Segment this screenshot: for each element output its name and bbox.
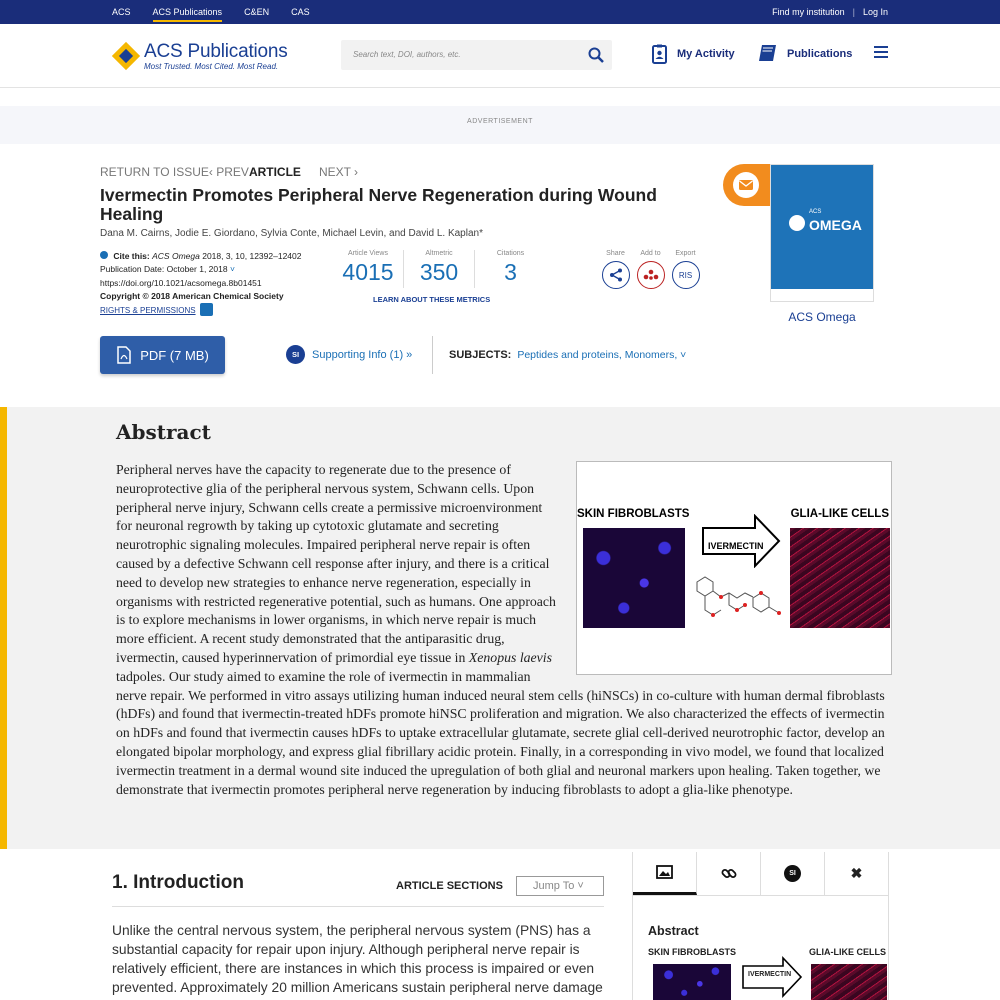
image-icon: [656, 865, 673, 879]
tab-supporting-info[interactable]: [761, 852, 825, 895]
abstract-accent-bar: [0, 407, 7, 849]
metric-citations[interactable]: Citations 3: [496, 250, 525, 285]
top-right-links: [772, 0, 888, 24]
toc-graphic[interactable]: [576, 461, 892, 675]
fibroblast-micrograph: [583, 528, 685, 628]
acs-logo[interactable]: [112, 41, 288, 71]
cover-small-text: ACS: [809, 209, 822, 215]
nav-link-cen[interactable]: C&EN: [244, 7, 270, 17]
doi-link[interactable]: https://doi.org/10.1021/acsomega.8b01451: [100, 277, 262, 288]
cite-line: [100, 250, 301, 263]
toc-right-label: GLIA-LIKE CELLS: [790, 508, 889, 520]
export-action[interactable]: Export RIS: [668, 250, 703, 289]
omega-logo-icon: [789, 215, 805, 231]
supporting-info-link[interactable]: [286, 345, 412, 364]
pdf-label: PDF (7 MB): [140, 347, 209, 363]
publication-date[interactable]: Publication Date: October 1, 2018 ˅: [100, 264, 235, 275]
share-icon[interactable]: [602, 261, 630, 289]
copyright: Copyright © 2018 American Chemical Society: [100, 290, 284, 301]
si-icon: SI: [784, 865, 801, 882]
learn-metrics-link[interactable]: LEARN ABOUT THESE METRICS: [373, 295, 491, 304]
si-badge-icon: SI: [286, 345, 305, 364]
panel-left-label: SKIN FIBROBLASTS: [648, 947, 737, 957]
publications-label: Publications: [787, 47, 853, 60]
supporting-info-label: Supporting Info (1) »: [312, 348, 413, 361]
article-title: Ivermectin Promotes Peripheral Nerve Regeneration during Wound Healing: [100, 185, 657, 224]
author-list[interactable]: Dana M. Cairns, Jodie E. Giordano, Sylvia Conte, Michael Levin, and David L. Kaplan*: [100, 228, 483, 239]
license-icon[interactable]: [200, 303, 213, 316]
divider: [432, 336, 433, 374]
email-alert-button[interactable]: [723, 164, 773, 206]
divider: |: [852, 7, 855, 17]
toc-left-label: SKIN FIBROBLASTS: [577, 508, 690, 520]
tab-figures[interactable]: [633, 852, 697, 895]
current-article-label: ARTICLE: [248, 165, 301, 179]
mendeley-icon[interactable]: [637, 261, 665, 289]
cover-footer-strip: [771, 289, 873, 301]
top-navigation-bar: [0, 0, 1000, 24]
my-activity-label: My Activity: [677, 48, 735, 60]
glia-micrograph: [790, 528, 890, 628]
ris-export-button[interactable]: RIS: [672, 261, 700, 289]
article-sections-label: ARTICLE SECTIONS: [396, 880, 503, 892]
next-article-link[interactable]: NEXT ›: [318, 165, 359, 179]
my-activity-button[interactable]: [652, 44, 735, 64]
divider: [112, 906, 604, 907]
search-input[interactable]: [341, 40, 612, 70]
toc-arrow-label: IVERMECTIN: [708, 541, 764, 551]
introduction-heading: 1. Introduction: [112, 872, 244, 893]
journal-cover-image[interactable]: [770, 164, 874, 302]
book-icon: [758, 44, 777, 63]
nav-link-cas[interactable]: CAS: [291, 7, 310, 17]
metric-article-views: Article Views 4015: [333, 250, 404, 288]
abstract-heading: Abstract: [116, 420, 211, 444]
return-to-issue-link[interactable]: RETURN TO ISSUE: [100, 165, 209, 179]
panel-arrow-label: IVERMECTIN: [748, 971, 792, 978]
close-icon: ✖: [850, 865, 863, 881]
cite-label: Cite this:: [113, 251, 150, 261]
publications-button[interactable]: [758, 44, 852, 63]
pdf-file-icon: [116, 346, 132, 364]
cite-detail: 2018, 3, 10, 12392–12402: [202, 251, 302, 261]
login-link[interactable]: Log In: [862, 7, 888, 17]
subjects-values[interactable]: Peptides and proteins, Monomers, ˅: [517, 349, 687, 361]
article-metrics: [333, 250, 546, 288]
info-icon: [100, 251, 108, 259]
menu-icon[interactable]: [874, 46, 888, 61]
search-icon[interactable]: [588, 47, 604, 63]
metric-altmetric[interactable]: Altmetric 350: [404, 250, 475, 288]
site-header: [0, 24, 1000, 88]
panel-glia-image[interactable]: [811, 964, 887, 1000]
clipboard-user-icon: [652, 44, 667, 64]
abstract-text: SKIN FIBROBLASTS GLIA-LIKE CELLS IVERMECTIN Peripheral nerves have the capacity to regenerate due to the presence of neuroprotective glia of the peripheral nervous system, Schwann cells. Upon peripheral nerve injury, Schwann cells create a permissive microenvironment for neuronal regrowth by taking up cytotoxic glutamate and secreting neurotrophic signaling molecules. Impaired peripheral nerve repair is often caused by a defective Schwann cell response after injury, and there is a critical need to develop new strategies to enhance nerve regeneration, especially in organisms with restricted regenerative potential, such as humans. One approach is to explore mechanisms in lower organisms, in which nerve repair is much more efficient. A recent study demonstrated that the antiparasitic drug, ivermectin, caused hyperinnervation of primordial eye tissue in Xenopus laevis tadpoles. Our study aimed to examine the role of ivermectin in mammalian nerve repair. We performed in vitro assays utilizing human induced neural stem cells (hiNSCs) in co-culture with human dermal fibroblasts (hDFs) and found that ivermectin-treated hDFs promote hiNSC proliferation and migration. We also characterized the effects of ivermectin on hDFs and found that ivermectin causes hDFs to uptake extracellular glutamate, secrete glial cell-derived neurotrophic factor, develop an elongated bipolar morphology, and express glial fibrillary acidic protein. Finally, in a corresponding in vivo model, we found that localized ivermectin treatment in a dermal wound site induced the upregulation of both glial and neuronal markers upon healing. Taken together, we demonstrate that ivermectin promotes peripheral nerve regeneration by inducing fibroblasts to adopt a glia-like phenotype.: [116, 461, 896, 799]
link-icon: [721, 866, 737, 882]
article-actions: [598, 250, 703, 289]
abstract-section: [0, 407, 1000, 849]
search-placeholder: Search text, DOI, authors, etc.: [353, 50, 461, 59]
tab-references[interactable]: [697, 852, 761, 895]
ad-label: ADVERTISEMENT: [467, 118, 533, 125]
envelope-icon: [733, 172, 759, 198]
rights-permissions-link[interactable]: RIGHTS & PERMISSIONS: [100, 306, 196, 316]
share-action[interactable]: Share: [598, 250, 633, 289]
add-to-action[interactable]: Add to: [633, 250, 668, 289]
tab-close[interactable]: [825, 852, 888, 895]
advertisement-banner: [0, 106, 1000, 144]
side-panel: [632, 852, 889, 1000]
pdf-download-button[interactable]: [100, 336, 225, 374]
molecule-structure-image: [691, 562, 787, 632]
find-institution-link[interactable]: Find my institution: [772, 7, 845, 17]
introduction-text: Unlike the central nervous system, the peripheral nervous system (PNS) has a substantial capacity for repair upon injury. Although peripheral nerve repair is relatively efficient, there are instances in which this process is impaired or even prevented. Approximately 20 million Americans sustain peripheral nerve damage: [112, 923, 603, 995]
subjects-label: SUBJECTS:: [449, 349, 512, 361]
acs-logo-icon: [112, 42, 140, 70]
citation-info: [100, 250, 301, 317]
nav-link-acs[interactable]: ACS: [112, 7, 131, 17]
prev-article-link[interactable]: ‹ PREV: [208, 165, 249, 179]
logo-tagline: Most Trusted. Most Cited. Most Read.: [144, 62, 279, 71]
cover-title: OMEGA: [809, 217, 862, 233]
logo-title: ACS Publications: [144, 41, 288, 62]
article-navigation: [100, 165, 358, 179]
panel-fibroblast-image[interactable]: [653, 964, 731, 1000]
cite-journal: ACS Omega: [152, 251, 200, 261]
panel-abstract-label: Abstract: [648, 924, 699, 938]
subjects-row: [449, 349, 686, 361]
side-panel-tabs: [633, 852, 888, 896]
jump-to-select[interactable]: Jump To ˅: [516, 876, 604, 896]
nav-link-acs-publications[interactable]: ACS Publications: [153, 0, 223, 24]
journal-link[interactable]: ACS Omega: [788, 310, 856, 324]
panel-right-label: GLIA-LIKE CELLS: [809, 947, 886, 957]
